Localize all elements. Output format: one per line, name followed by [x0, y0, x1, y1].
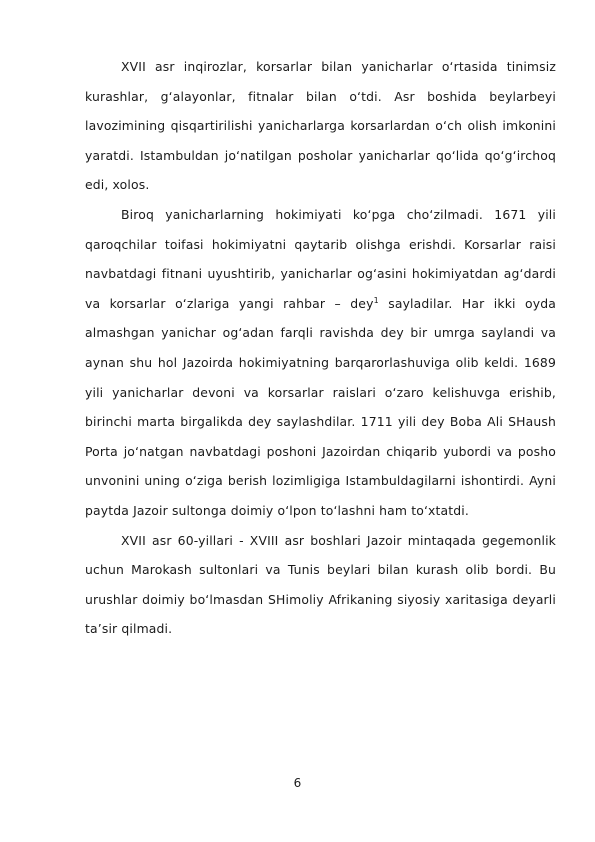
page-number: 6 — [293, 776, 302, 790]
paragraph-2-text-start: Biroq yanicharlarning hokimiyati ko‘pga cho‘zilmadi. 1671 yili qaroqchilar toifasi hokimiyatni qaytarib olishga erishdi. Korsarlar raisi navbatdagi fitnani uyushtirib, yanicharlar og‘asini hokimiyatdan ag‘dardi va korsarlar o‘zlariga yangi rahbar – dey — [85, 206, 556, 311]
paragraph-2 — [85, 200, 556, 526]
paragraph-3: XVII asr 60-yillari - XVIII asr boshlari Jazoir mintaqada gegemonlik uchun Marokash sultonlari va Tunis beylari bilan kurash olib bordi. Bu urushlar doimiy bo‘lmasdan SHimoliy Afrikaning siyosiy xaritasiga deyarli ta’sir qilmadi. — [85, 532, 556, 637]
paragraph-2-text-end: sayladilar. Har ikki oyda almashgan yanichar og‘adan farqli ravishda dey bir umrga saylandi va aynan shu hol Jazoirda hokimiyatning barqarorlashuviga olib keldi. 1689 yili yanicharlar devoni va korsarlar raislari o‘zaro kelishuvga erishib, birinchi marta birgalikda dey saylashdilar. 1711 yili dey Boba Ali SHaush Porta jo‘natgan navbatdagi poshoni Jazoirdan chiqarib yubordi va posho unvonini uning o‘ziga berish lozimligiga Istambuldagilarni ishontirdi. Ayni paytda Jazoir sultonga doimiy o‘lpon to‘lashni ham to‘xtatdi. — [85, 295, 557, 518]
document-page — [85, 52, 556, 644]
footnote-mark[interactable]: 1 — [373, 295, 379, 305]
paragraph-1: XVII asr inqirozlar, korsarlar bilan yanicharlar o‘rtasida tinimsiz kurashlar, g‘alayonlar, fitnalar bilan o‘tdi. Asr boshida beylarbeyi lavozimining qisqartirilishi yanicharlarga korsarlardan o‘ch olish imkonini yaratdi. Istambuldan jo‘natilgan posholar yanicharlar qo‘lida qo‘g‘irchoq edi, xolos. — [85, 59, 556, 193]
